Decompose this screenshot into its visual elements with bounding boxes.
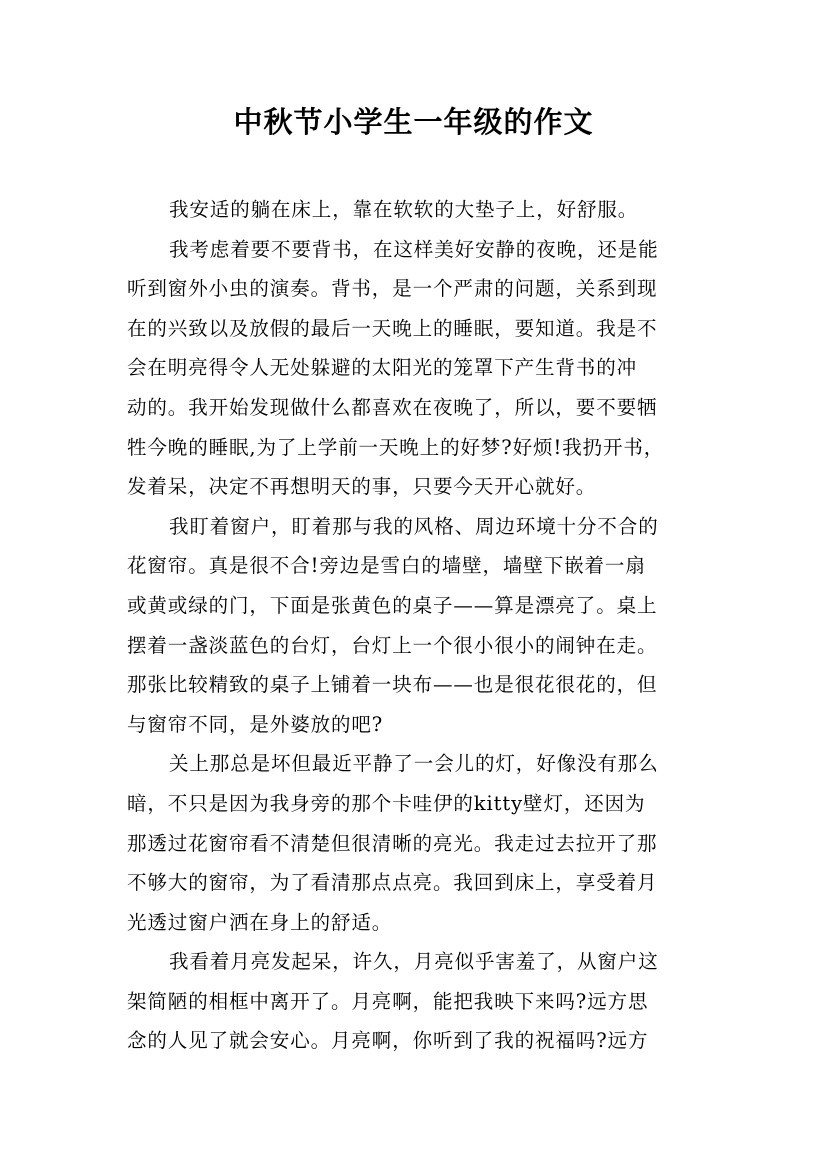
text-line: 我看着月亮发起呆，许久，月亮似乎害羞了，从窗户这 [169, 950, 659, 974]
text-line: 发着呆，决定不再想明天的事，只要今天开心就好。 [127, 475, 597, 499]
document-body [127, 190, 707, 1061]
text-line: 在的兴致以及放假的最后一天晚上的睡眠，要知道。我是不 [127, 316, 658, 340]
text-line: 那张比较精致的桌子上铺着一块布——也是很花很花的，但 [127, 673, 658, 697]
text-line: 我考虑着要不要背书，在这样美好安静的夜晚，还是能 [169, 237, 659, 261]
text-line: 光透过窗户洒在身上的舒适。 [127, 910, 393, 934]
text-line: 我安适的躺在床上，靠在软软的大垫子上，好舒服。 [169, 198, 639, 221]
text-line: 或黄或绿的门，下面是张黄色的桌子——算是漂亮了。桌上 [127, 593, 658, 617]
document-title: 中秋节小学生一年级的作文 [233, 105, 594, 139]
text-line: 念的人见了就会安心。月亮啊，你听到了我的祝福吗?远方 [127, 1029, 649, 1053]
text-line: 关上那总是坏但最近平静了一会儿的灯，好像没有那么 [169, 752, 659, 776]
text-line: 暗，不只是因为我身旁的那个卡哇伊的kitty壁灯，还因为 [127, 791, 646, 815]
text-line: 与窗帘不同，是外婆放的吧? [127, 712, 384, 736]
text-line: 不够大的窗帘，为了看清那点点亮。我回到床上，享受着月 [127, 871, 658, 895]
text-line: 会在明亮得令人无处躲避的太阳光的笼罩下产生背书的冲 [127, 356, 638, 380]
text-line: 那透过花窗帘看不清楚但很清晰的亮光。我走过去拉开了那 [127, 831, 658, 855]
text-line: 听到窗外小虫的演奏。背书，是一个严肃的问题，关系到现 [127, 277, 658, 301]
text-line: 架简陋的相框中离开了。月亮啊，能把我映下来吗?远方思 [127, 989, 649, 1013]
text-line: 摆着一盏淡蓝色的台灯，台灯上一个很小很小的闹钟在走。 [127, 633, 658, 657]
text-line: 花窗帘。真是很不合!旁边是雪白的墙壁，墙壁下嵌着一扇 [127, 554, 646, 578]
text-line: 动的。我开始发现做什么都喜欢在夜晚了，所以，要不要牺 [127, 395, 658, 419]
text-line: 我盯着窗户，盯着那与我的风格、周边环境十分不合的 [169, 514, 659, 538]
text-line: 牲今晚的睡眠,为了上学前一天晚上的好梦?好烦!我扔开书， [127, 435, 665, 459]
